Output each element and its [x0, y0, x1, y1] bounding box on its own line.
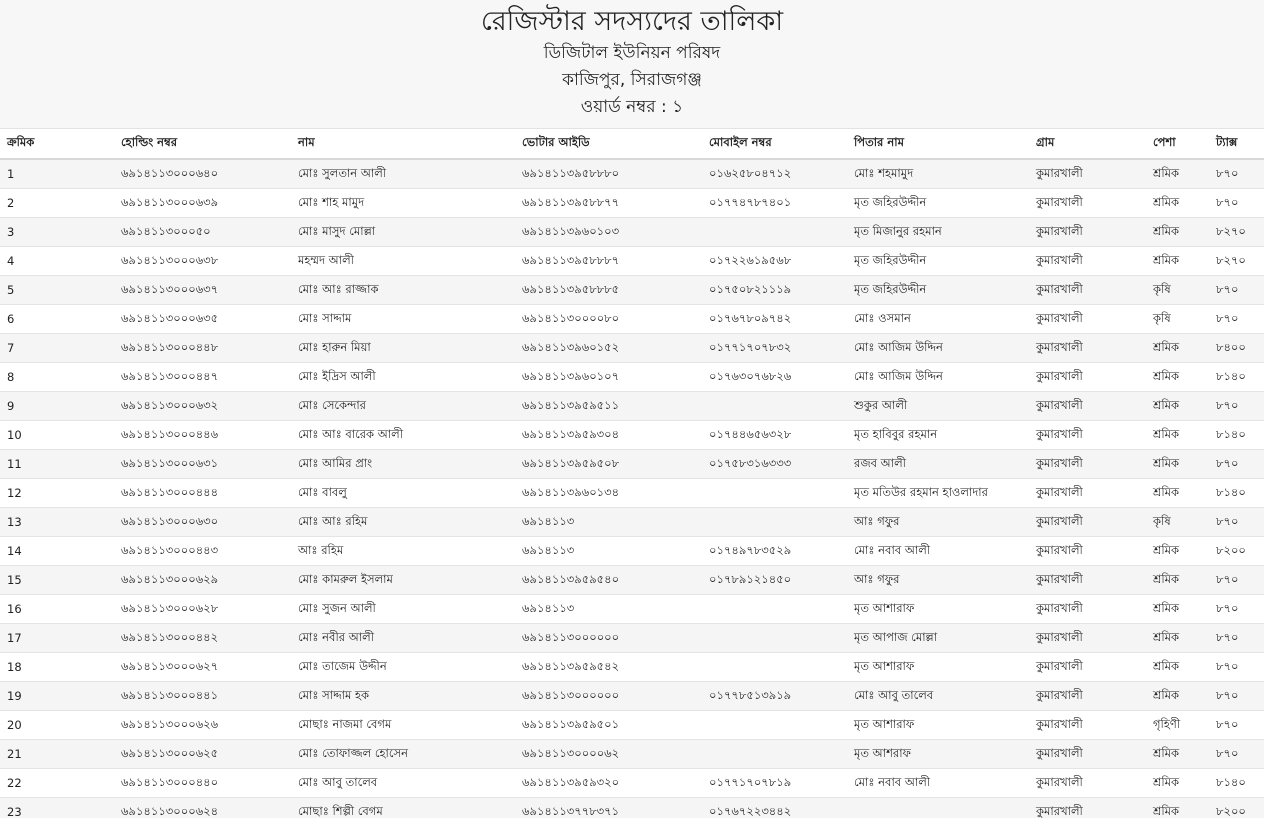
- cell-mobile: [702, 624, 847, 653]
- cell-father: মৃত মতিউর রহমান হাওলাদার: [847, 479, 1029, 508]
- cell-name: মোঃ সুলতান আলী: [291, 159, 515, 189]
- table-row: [0, 653, 1264, 682]
- cell-occupation: শ্রমিক: [1146, 392, 1209, 421]
- cell-mobile: [702, 653, 847, 682]
- cell-holding: ৬৯১৪১১৩০০০৬২৭: [114, 653, 291, 682]
- cell-voter-id: ৬৯১৪১১৩৯৫৮৮৮৭: [515, 247, 702, 276]
- cell-serial: 23: [0, 798, 114, 818]
- table-row: [0, 218, 1264, 247]
- cell-occupation: শ্রমিক: [1146, 218, 1209, 247]
- column-header-occupation: পেশা: [1146, 129, 1209, 159]
- table-row: [0, 363, 1264, 392]
- cell-village: কুমারখালী: [1029, 508, 1146, 537]
- cell-name: মোঃ মাসুদ মোল্লা: [291, 218, 515, 247]
- cell-voter-id: ৬৯১৪১১৩০০০০০০: [515, 682, 702, 711]
- cell-mobile: ০১৭৬৭২২৩৪৪২: [702, 798, 847, 818]
- table-body: [0, 159, 1264, 818]
- cell-tax: ৮২৭০: [1209, 247, 1264, 276]
- cell-occupation: কৃষি: [1146, 508, 1209, 537]
- cell-serial: 22: [0, 769, 114, 798]
- cell-serial: 20: [0, 711, 114, 740]
- cell-father: মৃত আশরাফ: [847, 740, 1029, 769]
- cell-mobile: [702, 218, 847, 247]
- cell-name: মোঃ আঃ রাজ্জাক: [291, 276, 515, 305]
- cell-village: কুমারখালী: [1029, 653, 1146, 682]
- cell-occupation: কৃষি: [1146, 276, 1209, 305]
- cell-mobile: ০১৬২৫৮০৪৭১২: [702, 159, 847, 189]
- cell-father: রজব আলী: [847, 450, 1029, 479]
- cell-voter-id: ৬৯১৪১১৩৯৫৯৩০৪: [515, 421, 702, 450]
- cell-village: কুমারখালী: [1029, 305, 1146, 334]
- cell-name: মোঃ আঃ রহিম: [291, 508, 515, 537]
- cell-name: মোঃ সুজন আলী: [291, 595, 515, 624]
- cell-tax: ৮৭০: [1209, 711, 1264, 740]
- table-row: [0, 798, 1264, 818]
- cell-tax: ৮৭০: [1209, 305, 1264, 334]
- table-row: [0, 392, 1264, 421]
- cell-name: মহম্মদ আলী: [291, 247, 515, 276]
- cell-occupation: শ্রমিক: [1146, 653, 1209, 682]
- cell-holding: ৬৯১৪১১৩০০০৪৪৪: [114, 479, 291, 508]
- cell-occupation: গৃহিণী: [1146, 711, 1209, 740]
- cell-occupation: শ্রমিক: [1146, 769, 1209, 798]
- cell-serial: 3: [0, 218, 114, 247]
- cell-name: মোঃ আঃ বারেক আলী: [291, 421, 515, 450]
- cell-tax: ৮৭০: [1209, 508, 1264, 537]
- cell-voter-id: ৬৯১৪১১৩৯৫৯৫৪০: [515, 566, 702, 595]
- cell-occupation: শ্রমিক: [1146, 247, 1209, 276]
- cell-voter-id: ৬৯১৪১১৩০০০০০০: [515, 624, 702, 653]
- table-row: [0, 276, 1264, 305]
- cell-tax: ৮৭০: [1209, 276, 1264, 305]
- cell-mobile: ০১৭৫০৮২১১১৯: [702, 276, 847, 305]
- cell-voter-id: ৬৯১৪১১৩: [515, 508, 702, 537]
- cell-voter-id: ৬৯১৪১১৩০০০০৬২: [515, 740, 702, 769]
- cell-name: মোঃ হারুন মিয়া: [291, 334, 515, 363]
- cell-father: আঃ গফুর: [847, 508, 1029, 537]
- table-row: [0, 595, 1264, 624]
- cell-occupation: শ্রমিক: [1146, 421, 1209, 450]
- cell-serial: 17: [0, 624, 114, 653]
- cell-name: মোছাঃ নাজমা বেগম: [291, 711, 515, 740]
- cell-mobile: [702, 479, 847, 508]
- cell-village: কুমারখালী: [1029, 334, 1146, 363]
- cell-voter-id: ৬৯১৪১১৩৯৫৮৮৭৭: [515, 189, 702, 218]
- cell-serial: 15: [0, 566, 114, 595]
- table-row: [0, 189, 1264, 218]
- table-row: [0, 566, 1264, 595]
- cell-mobile: ০১৭৮৯১২১৪৫০: [702, 566, 847, 595]
- cell-holding: ৬৯১৪১১৩০০০৬৩২: [114, 392, 291, 421]
- cell-occupation: শ্রমিক: [1146, 798, 1209, 818]
- cell-holding: ৬৯১৪১১৩০০০৬২৬: [114, 711, 291, 740]
- cell-father: মোঃ আজিম উদ্দিন: [847, 334, 1029, 363]
- cell-village: কুমারখালী: [1029, 159, 1146, 189]
- cell-tax: ৮১৪০: [1209, 421, 1264, 450]
- cell-tax: ৮৭০: [1209, 450, 1264, 479]
- cell-holding: ৬৯১৪১১৩০০০৬২৫: [114, 740, 291, 769]
- ward-number: ওয়ার্ড নম্বর : ১: [580, 97, 684, 117]
- cell-serial: 19: [0, 682, 114, 711]
- cell-voter-id: ৬৯১৪১১৩৯৫৯৫০৮: [515, 450, 702, 479]
- cell-father: [847, 798, 1029, 818]
- cell-holding: ৬৯১৪১১৩০০০৪৪২: [114, 624, 291, 653]
- cell-tax: ৮৭০: [1209, 566, 1264, 595]
- cell-serial: 2: [0, 189, 114, 218]
- cell-mobile: [702, 392, 847, 421]
- cell-village: কুমারখালী: [1029, 537, 1146, 566]
- cell-mobile: ০১৭৬৩০৭৬৮২৬: [702, 363, 847, 392]
- cell-name: মোঃ তাজেম উদ্দীন: [291, 653, 515, 682]
- cell-serial: 4: [0, 247, 114, 276]
- table-row: [0, 159, 1264, 189]
- cell-voter-id: ৬৯১৪১১৩: [515, 537, 702, 566]
- table-row: [0, 508, 1264, 537]
- column-header-holding: হোল্ডিং নম্বর: [114, 129, 291, 159]
- cell-holding: ৬৯১৪১১৩০০০৬৩৫: [114, 305, 291, 334]
- table-row: [0, 421, 1264, 450]
- table-row: [0, 682, 1264, 711]
- cell-serial: 8: [0, 363, 114, 392]
- cell-voter-id: ৬৯১৪১১৩: [515, 595, 702, 624]
- cell-mobile: ০১৭৭৪৭৮৭৪০১: [702, 189, 847, 218]
- location-text: কাজিপুর, সিরাজগঞ্জ: [562, 70, 702, 90]
- cell-occupation: শ্রমিক: [1146, 189, 1209, 218]
- cell-father: মৃত আশারাফ: [847, 653, 1029, 682]
- cell-mobile: ০১৭৭৮৫১৩৯১৯: [702, 682, 847, 711]
- column-header-tax: ট্যাক্স: [1209, 129, 1264, 159]
- report-header: [0, 0, 1264, 129]
- cell-father: মৃত মিজানুর রহমান: [847, 218, 1029, 247]
- column-header-mobile: মোবাইল নম্বর: [702, 129, 847, 159]
- cell-holding: ৬৯১৪১১৩০০০৪৪৬: [114, 421, 291, 450]
- cell-tax: ৮৭০: [1209, 653, 1264, 682]
- cell-serial: 1: [0, 159, 114, 189]
- cell-serial: 6: [0, 305, 114, 334]
- cell-serial: 13: [0, 508, 114, 537]
- cell-holding: ৬৯১৪১১৩০০০৪৪৮: [114, 334, 291, 363]
- cell-name: মোঃ সাদ্দাম হক: [291, 682, 515, 711]
- cell-holding: ৬৯১৪১১৩০০০৬৩০: [114, 508, 291, 537]
- cell-tax: ৮৭০: [1209, 189, 1264, 218]
- cell-name: মোঃ নবীর আলী: [291, 624, 515, 653]
- cell-father: মোঃ আজিম উদ্দিন: [847, 363, 1029, 392]
- cell-name: মোঃ শাহ মামুদ: [291, 189, 515, 218]
- cell-voter-id: ৬৯১৪১১৩৯৫৯৫১১: [515, 392, 702, 421]
- cell-village: কুমারখালী: [1029, 363, 1146, 392]
- cell-tax: ৮৭০: [1209, 740, 1264, 769]
- page-title: রেজিস্টার সদস্যদের তালিকা: [480, 6, 784, 37]
- cell-tax: ৮১৪০: [1209, 479, 1264, 508]
- cell-tax: ৮৭০: [1209, 159, 1264, 189]
- cell-village: কুমারখালী: [1029, 798, 1146, 818]
- cell-father: মোঃ ওসমান: [847, 305, 1029, 334]
- table-row: [0, 334, 1264, 363]
- cell-occupation: শ্রমিক: [1146, 334, 1209, 363]
- column-header-village: গ্রাম: [1029, 129, 1146, 159]
- cell-father: মৃত আপাজ মোল্লা: [847, 624, 1029, 653]
- cell-occupation: শ্রমিক: [1146, 682, 1209, 711]
- cell-village: কুমারখালী: [1029, 479, 1146, 508]
- cell-serial: 18: [0, 653, 114, 682]
- cell-voter-id: ৬৯১৪১১৩৯৫৯৫৪২: [515, 653, 702, 682]
- cell-holding: ৬৯১৪১১৩০০০৬৩৯: [114, 189, 291, 218]
- cell-tax: ৮১৪০: [1209, 769, 1264, 798]
- table-row: [0, 769, 1264, 798]
- cell-holding: ৬৯১৪১১৩০০০৬৩৭: [114, 276, 291, 305]
- cell-mobile: [702, 740, 847, 769]
- cell-village: কুমারখালী: [1029, 189, 1146, 218]
- table-row: [0, 740, 1264, 769]
- cell-occupation: শ্রমিক: [1146, 450, 1209, 479]
- cell-mobile: ০১৭৭১৭০৭৮৩২: [702, 334, 847, 363]
- cell-name: মোঃ বাবলু: [291, 479, 515, 508]
- cell-name: মোঃ আমির প্রাং: [291, 450, 515, 479]
- cell-father: মোঃ নবাব আলী: [847, 537, 1029, 566]
- cell-name: মোঃ ইদ্রিস আলী: [291, 363, 515, 392]
- cell-holding: ৬৯১৪১১৩০০০৫০: [114, 218, 291, 247]
- cell-serial: 21: [0, 740, 114, 769]
- cell-tax: ৮৭০: [1209, 392, 1264, 421]
- cell-holding: ৬৯১৪১১৩০০০৬৩১: [114, 450, 291, 479]
- cell-tax: ৮৭০: [1209, 682, 1264, 711]
- cell-father: মোঃ নবাব আলী: [847, 769, 1029, 798]
- cell-holding: ৬৯১৪১১৩০০০৬৪০: [114, 159, 291, 189]
- cell-father: মৃত আশারাফ: [847, 595, 1029, 624]
- cell-occupation: শ্রমিক: [1146, 479, 1209, 508]
- cell-serial: 10: [0, 421, 114, 450]
- cell-holding: ৬৯১৪১১৩০০০৬২৯: [114, 566, 291, 595]
- cell-father: মৃত আশারাফ: [847, 711, 1029, 740]
- table-row: [0, 624, 1264, 653]
- members-table: [0, 129, 1264, 818]
- cell-occupation: শ্রমিক: [1146, 595, 1209, 624]
- cell-father: মৃত হাবিবুর রহমান: [847, 421, 1029, 450]
- cell-name: মোঃ কামরুল ইসলাম: [291, 566, 515, 595]
- column-header-father: পিতার নাম: [847, 129, 1029, 159]
- cell-holding: ৬৯১৪১১৩০০০৪৪১: [114, 682, 291, 711]
- cell-mobile: [702, 711, 847, 740]
- table-row: [0, 247, 1264, 276]
- cell-village: কুমারখালী: [1029, 711, 1146, 740]
- cell-name: মোঃ সাদ্দাম: [291, 305, 515, 334]
- cell-voter-id: ৬৯১৪১১৩৯৫৮৮৮০: [515, 159, 702, 189]
- cell-mobile: [702, 595, 847, 624]
- cell-village: কুমারখালী: [1029, 421, 1146, 450]
- cell-serial: 9: [0, 392, 114, 421]
- column-header-voter-id: ভোটার আইডি: [515, 129, 702, 159]
- cell-serial: 11: [0, 450, 114, 479]
- cell-name: মোঃ তোফাজ্জল হোসেন: [291, 740, 515, 769]
- cell-voter-id: ৬৯১৪১১৩৭৭৮৩৭১: [515, 798, 702, 818]
- cell-name: আঃ রহিম: [291, 537, 515, 566]
- cell-father: শুকুর আলী: [847, 392, 1029, 421]
- cell-holding: ৬৯১৪১১৩০০০৪৪৩: [114, 537, 291, 566]
- cell-village: কুমারখালী: [1029, 276, 1146, 305]
- cell-mobile: ০১৭৭১৭০৭৮১৯: [702, 769, 847, 798]
- cell-holding: ৬৯১৪১১৩০০০৪৪০: [114, 769, 291, 798]
- table-header-row: [0, 129, 1264, 159]
- table-row: [0, 479, 1264, 508]
- cell-occupation: শ্রমিক: [1146, 624, 1209, 653]
- cell-mobile: ০১৭২২৬১৯৫৬৮: [702, 247, 847, 276]
- cell-name: মোঃ সেকেন্দার: [291, 392, 515, 421]
- table-row: [0, 537, 1264, 566]
- cell-father: মোঃ আবু তালেব: [847, 682, 1029, 711]
- organization-name: ডিজিটাল ইউনিয়ন পরিষদ: [543, 43, 721, 63]
- cell-father: মৃত জহিরউদ্দীন: [847, 247, 1029, 276]
- column-header-serial: ক্রমিক: [0, 129, 114, 159]
- cell-voter-id: ৬৯১৪১১৩৯৬০১৩৪: [515, 479, 702, 508]
- cell-village: কুমারখালী: [1029, 740, 1146, 769]
- cell-tax: ৮২০০: [1209, 798, 1264, 818]
- cell-voter-id: ৬৯১৪১১৩৯৫৮৮৮৫: [515, 276, 702, 305]
- cell-mobile: [702, 508, 847, 537]
- cell-tax: ৮১৪০: [1209, 363, 1264, 392]
- cell-father: মৃত জহিরউদ্দীন: [847, 189, 1029, 218]
- cell-village: কুমারখালী: [1029, 595, 1146, 624]
- cell-voter-id: ৬৯১৪১১৩৯৫৯৩২০: [515, 769, 702, 798]
- cell-village: কুমারখালী: [1029, 769, 1146, 798]
- cell-mobile: ০১৭৬৭৮০৯৭৪২: [702, 305, 847, 334]
- cell-serial: 14: [0, 537, 114, 566]
- cell-holding: ৬৯১৪১১৩০০০৪৪৭: [114, 363, 291, 392]
- cell-village: কুমারখালী: [1029, 392, 1146, 421]
- cell-occupation: শ্রমিক: [1146, 537, 1209, 566]
- cell-occupation: শ্রমিক: [1146, 159, 1209, 189]
- cell-serial: 5: [0, 276, 114, 305]
- column-header-name: নাম: [291, 129, 515, 159]
- cell-holding: ৬৯১৪১১৩০০০৬২৪: [114, 798, 291, 818]
- table-row: [0, 450, 1264, 479]
- cell-village: কুমারখালী: [1029, 624, 1146, 653]
- cell-father: আঃ গফুর: [847, 566, 1029, 595]
- cell-tax: ৮২০০: [1209, 537, 1264, 566]
- cell-name: মোঃ আবু তালেব: [291, 769, 515, 798]
- cell-mobile: ০১৭৪৪৬৫৬৩২৮: [702, 421, 847, 450]
- cell-voter-id: ৬৯১৪১১৩৯৫৯৫০১: [515, 711, 702, 740]
- cell-mobile: ০১৭৪৯৭৮৩৫২৯: [702, 537, 847, 566]
- cell-serial: 16: [0, 595, 114, 624]
- cell-village: কুমারখালী: [1029, 247, 1146, 276]
- cell-serial: 7: [0, 334, 114, 363]
- cell-tax: ৮৭০: [1209, 624, 1264, 653]
- cell-tax: ৮৭০: [1209, 595, 1264, 624]
- cell-voter-id: ৬৯১৪১১৩৯৬০১৫২: [515, 334, 702, 363]
- cell-mobile: ০১৭৫৮৩১৬৩৩৩: [702, 450, 847, 479]
- cell-father: মৃত জহিরউদ্দীন: [847, 276, 1029, 305]
- cell-voter-id: ৬৯১৪১১৩০০০০৮০: [515, 305, 702, 334]
- cell-voter-id: ৬৯১৪১১৩৯৬০১০৩: [515, 218, 702, 247]
- cell-village: কুমারখালী: [1029, 450, 1146, 479]
- table-row: [0, 711, 1264, 740]
- cell-occupation: কৃষি: [1146, 305, 1209, 334]
- cell-father: মোঃ শহমামুদ: [847, 159, 1029, 189]
- cell-serial: 12: [0, 479, 114, 508]
- cell-village: কুমারখালী: [1029, 682, 1146, 711]
- cell-tax: ৮২৭০: [1209, 218, 1264, 247]
- cell-voter-id: ৬৯১৪১১৩৯৬০১০৭: [515, 363, 702, 392]
- cell-occupation: শ্রমিক: [1146, 363, 1209, 392]
- cell-village: কুমারখালী: [1029, 218, 1146, 247]
- cell-name: মোছাঃ শিল্পী বেগম: [291, 798, 515, 818]
- cell-occupation: শ্রমিক: [1146, 740, 1209, 769]
- cell-tax: ৮৪০০: [1209, 334, 1264, 363]
- cell-village: কুমারখালী: [1029, 566, 1146, 595]
- cell-holding: ৬৯১৪১১৩০০০৬৩৮: [114, 247, 291, 276]
- cell-occupation: শ্রমিক: [1146, 566, 1209, 595]
- cell-holding: ৬৯১৪১১৩০০০৬২৮: [114, 595, 291, 624]
- table-row: [0, 305, 1264, 334]
